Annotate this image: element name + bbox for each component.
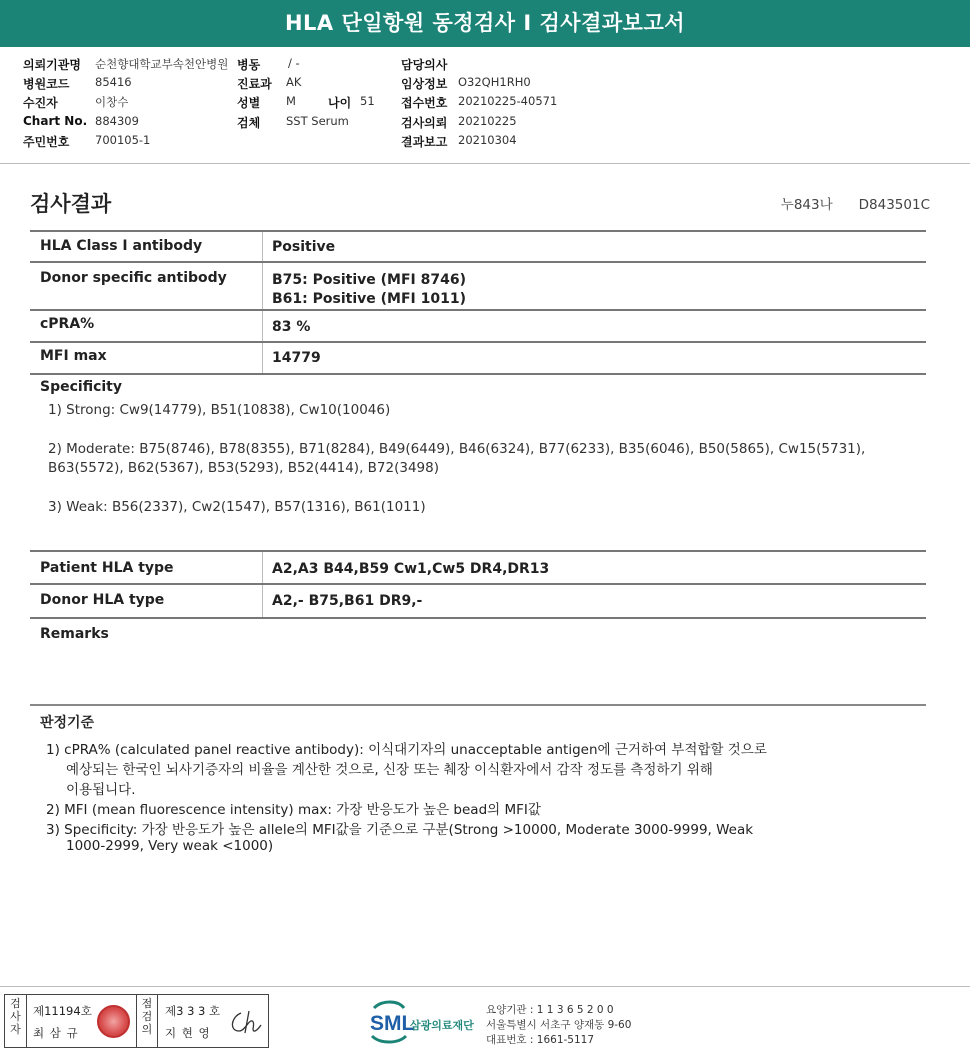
clinical-value: O32QH1RH0 <box>458 75 531 89</box>
chart-no-value: 884309 <box>95 114 139 128</box>
report-code-2: D843501C <box>858 197 930 213</box>
chart-no-label: Chart No. <box>23 114 88 128</box>
antibody-result-table <box>30 230 926 375</box>
ward-value: / - <box>288 56 300 70</box>
row-value: 14779 <box>272 350 321 366</box>
report-date-value: 20210304 <box>458 133 517 147</box>
institution-label: 의뢰기관명 <box>23 58 81 72</box>
specificity-title: Specificity <box>40 379 122 395</box>
org-phone: 대표번호 : 1661-5117 <box>486 1034 595 1046</box>
row-value: Positive <box>272 239 336 255</box>
table-row <box>30 552 926 585</box>
confirm-name: 지 현 영 <box>165 1026 211 1040</box>
org-address: 서울특별시 서초구 양재동 9-60 <box>486 1019 632 1031</box>
confirm-license: 제3 3 3 호 <box>165 1004 221 1018</box>
specimen-value: SST Serum <box>286 114 349 128</box>
criteria-line-6: 1000-2999, Very weak <1000) <box>66 838 274 854</box>
specificity-strong: 1) Strong: Cw9(14779), B51(10838), Cw10(10046) <box>48 402 391 418</box>
table-row <box>30 585 926 619</box>
confirm-label: 점검의 <box>136 995 158 1047</box>
criteria-title: 판정기준 <box>40 715 95 731</box>
ward-label: 병동 <box>237 58 261 72</box>
divider <box>30 704 926 706</box>
report-title: HLA 단일항원 동정검사 I 검사결과보고서 <box>0 0 970 47</box>
inspector-name: 최 삼 규 <box>33 1026 79 1040</box>
hospital-code-label: 병원코드 <box>23 77 70 91</box>
table-row <box>30 263 926 311</box>
specificity-moderate: 2) Moderate: B75(8746), B78(8355), B71(8284), B49(6449), B46(6324), B77(6233), B35(6046), B50(5865), Cw15(5731), <box>48 441 866 457</box>
row-value: A2,A3 B44,B59 Cw1,Cw5 DR4,DR13 <box>272 561 550 577</box>
signature-box <box>4 994 269 1048</box>
table-row <box>30 343 926 375</box>
dept-label: 진료과 <box>237 77 272 91</box>
doctor-label: 담당의사 <box>401 58 448 72</box>
criteria-line-2: 예상되는 한국인 뇌사기증자의 비율을 계산한 것으로, 신장 또는 췌장 이식환자에서 감작 정도를 측정하기 위해 <box>66 762 713 778</box>
criteria-line-3: 이용됩니다. <box>66 782 136 798</box>
clinical-label: 임상정보 <box>401 77 448 91</box>
foundation-name: 삼광의료재단 <box>410 1019 474 1032</box>
resident-no-label: 주민번호 <box>23 135 70 149</box>
sml-logo-icon <box>368 1000 478 1044</box>
table-row <box>30 232 926 263</box>
row-key: MFI max <box>40 348 107 364</box>
specificity-moderate-cont: B63(5572), B62(5367), B53(5293), B52(4414), B72(3498) <box>48 460 439 476</box>
row-key: Patient HLA type <box>40 560 174 576</box>
seal-stamp <box>97 1005 130 1038</box>
request-label: 검사의뢰 <box>401 116 448 130</box>
receipt-value: 20210225-40571 <box>458 94 558 108</box>
row-value: A2,- B75,B61 DR9,- <box>272 593 423 609</box>
logo-text: SML <box>370 1012 415 1035</box>
inspector-label: 검사자 <box>5 995 27 1047</box>
criteria-line-4: 2) MFI (mean fluorescence intensity) max: 가장 반응도가 높은 bead의 MFI값 <box>46 802 541 818</box>
request-value: 20210225 <box>458 114 517 128</box>
institution-value: 순천향대학교부속천안병원 <box>95 57 229 71</box>
row-key: HLA Class I antibody <box>40 238 203 254</box>
hospital-code-value: 85416 <box>95 75 132 89</box>
report-date-label: 결과보고 <box>401 135 448 149</box>
dept-value: AK <box>286 75 302 89</box>
footer-divider <box>0 986 970 987</box>
row-value: B75: Positive (MFI 8746) <box>272 272 466 288</box>
sex-value: M <box>286 94 296 108</box>
age-label: 나이 <box>328 96 352 110</box>
org-code: 요양기관 : 1 1 3 6 5 2 0 0 <box>486 1004 614 1016</box>
row-value-2: B61: Positive (MFI 1011) <box>272 291 466 307</box>
criteria-line-5: 3) Specificity: 가장 반응도가 높은 allele의 MFI값을 기준으로 구분(Strong >10000, Moderate 3000-9999, Weak <box>46 822 754 838</box>
report-codes <box>781 193 930 213</box>
row-key: Donor HLA type <box>40 592 165 608</box>
resident-no-value: 700105-1 <box>95 133 151 147</box>
report-code-1: 누843나 <box>780 197 833 213</box>
specificity-weak: 3) Weak: B56(2337), Cw2(1547), B57(1316), B61(1011) <box>48 499 426 515</box>
sml-logo <box>368 1000 478 1044</box>
specimen-label: 검체 <box>237 116 261 130</box>
sex-label: 성별 <box>237 96 261 110</box>
criteria-line-1: 1) cPRA% (calculated panel reactive antibody): 이식대기자의 unacceptable antigen에 근거하여 부적합할 것으로 <box>46 742 767 758</box>
patient-info-panel <box>0 52 970 164</box>
row-key: cPRA% <box>40 316 95 332</box>
result-section-title: 검사결과 <box>30 192 112 216</box>
table-row <box>30 311 926 343</box>
remarks-label: Remarks <box>40 626 109 642</box>
age-value: 51 <box>360 94 375 108</box>
row-value: 83 % <box>272 319 311 335</box>
patient-label: 수진자 <box>23 96 58 110</box>
hla-type-table <box>30 550 926 619</box>
patient-value: 이창수 <box>95 95 129 109</box>
row-key: Donor specific antibody <box>40 270 227 286</box>
signature-image <box>227 1007 265 1037</box>
receipt-label: 접수번호 <box>401 96 448 110</box>
inspector-license: 제11194호 <box>33 1004 92 1018</box>
